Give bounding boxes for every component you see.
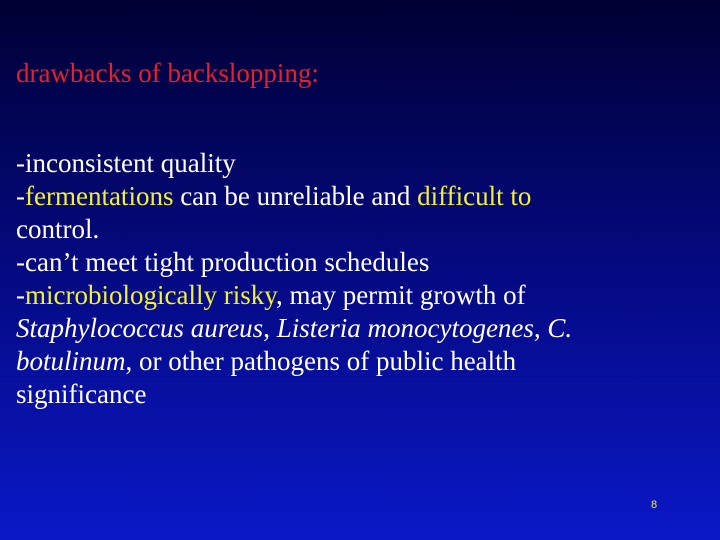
bullet-fermentations: [16, 180, 706, 213]
bullet-list: [16, 147, 706, 411]
bullet-text: , or other pathogens of public health: [125, 346, 517, 376]
organism-listeria: Listeria monocytogenes, C.: [276, 313, 573, 343]
slide-title: drawbacks of backslopping:: [16, 58, 319, 88]
bullet-production-schedules: -can’t meet tight production schedules: [16, 247, 430, 277]
bullet-dash: -: [16, 181, 25, 211]
page-number: 8: [651, 499, 658, 511]
bullet-microbiologically-risky: [16, 279, 706, 312]
bullet-continuation-pathogens: [16, 345, 706, 378]
bullet-continuation-control: control.: [16, 214, 100, 244]
bullet-continuation-organisms: [16, 312, 706, 345]
organism-staphylococcus: Staphylococcus aureus: [16, 313, 264, 343]
bullet-inconsistent-quality: -inconsistent quality: [16, 148, 236, 178]
separator: ,: [263, 313, 277, 343]
bullet-text: , may permit growth of: [275, 280, 526, 310]
bullet-continuation-significance: significance: [16, 379, 147, 409]
bullet-dash: -: [16, 280, 25, 310]
bullet-text: can be unreliable and: [173, 181, 418, 211]
organism-botulinum: botulinum: [16, 346, 126, 376]
highlight-difficult-to: difficult to: [417, 181, 532, 211]
highlight-fermentations: fermentations: [25, 181, 174, 211]
highlight-microbiologically-risky: microbiologically risky: [25, 280, 276, 310]
